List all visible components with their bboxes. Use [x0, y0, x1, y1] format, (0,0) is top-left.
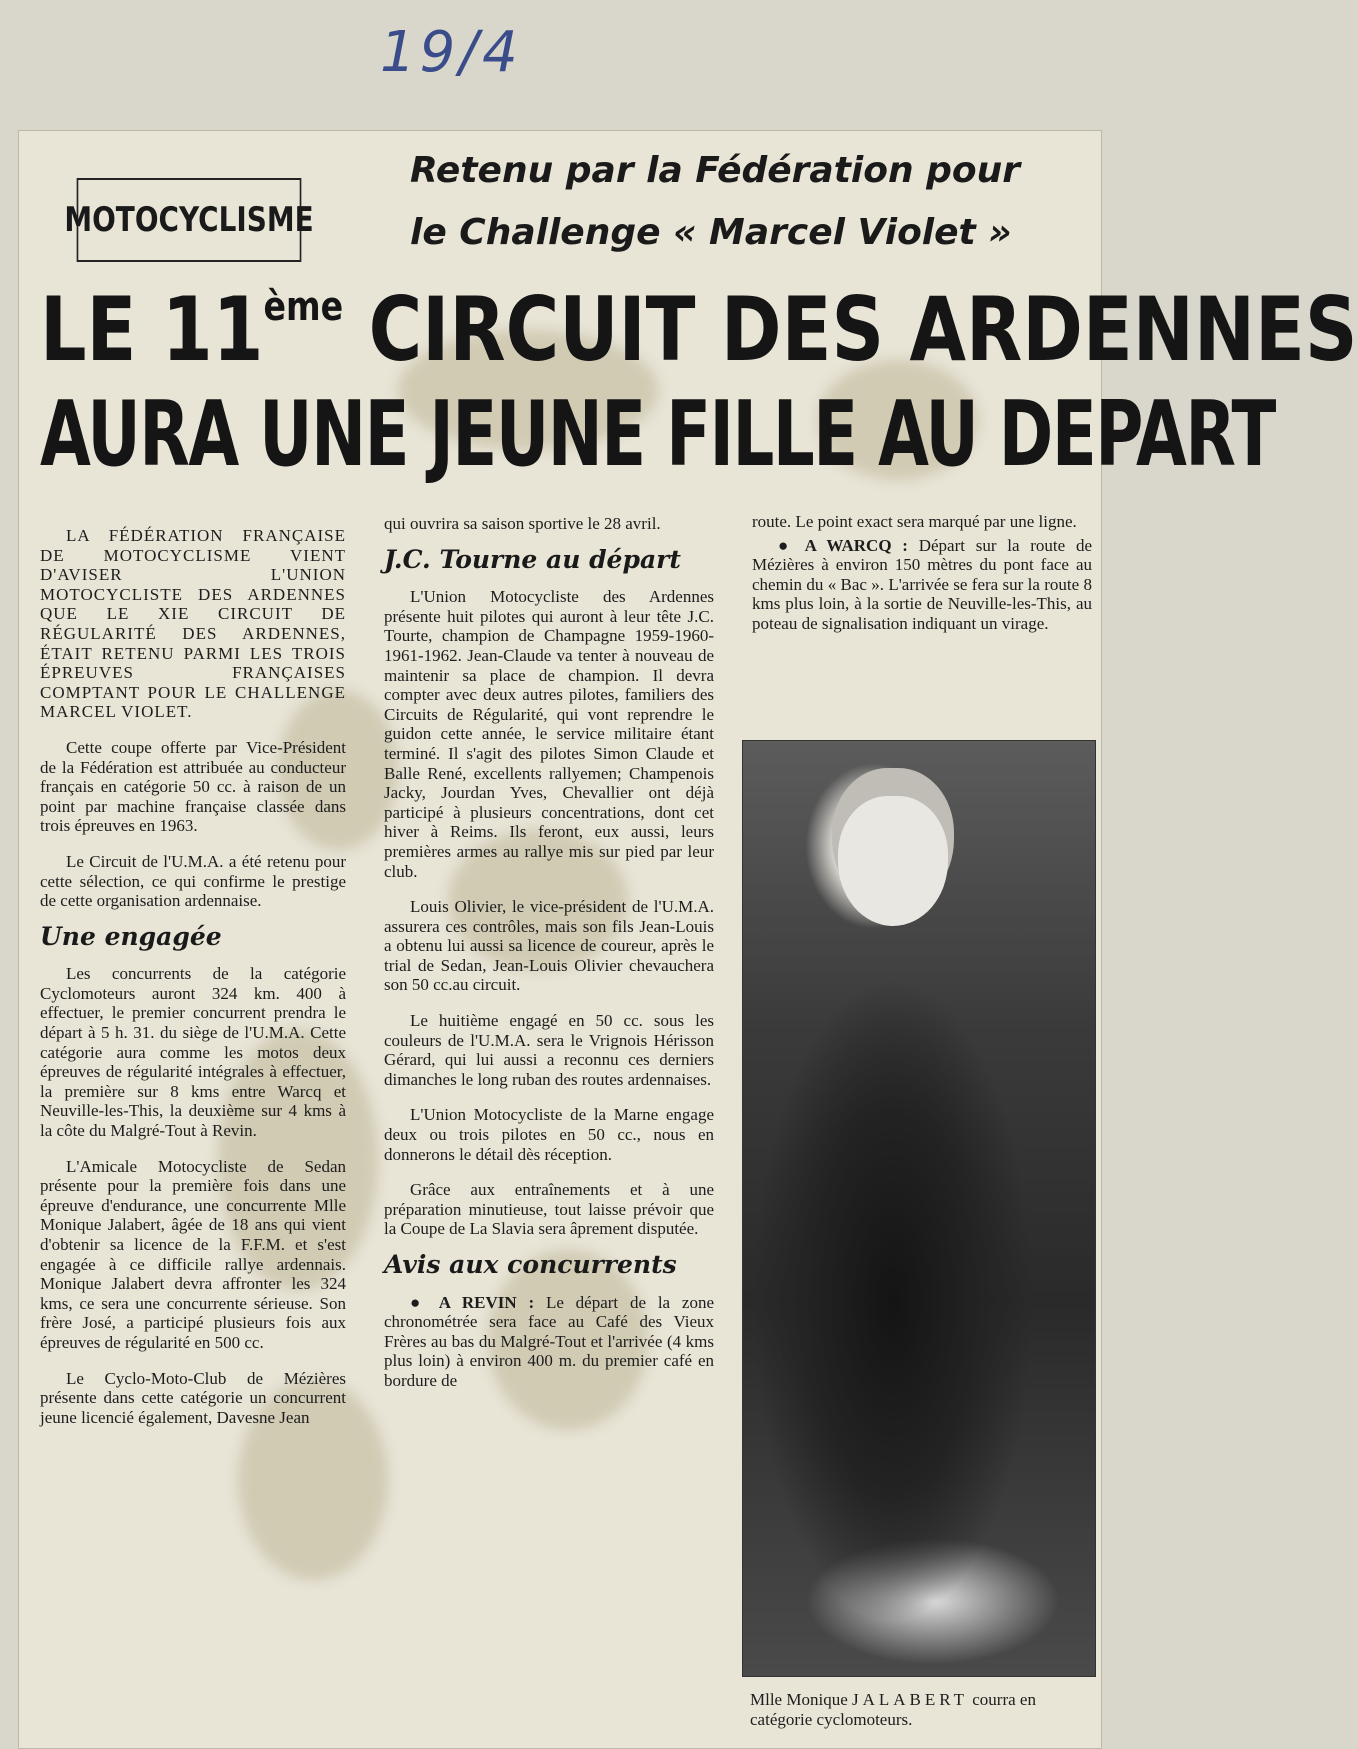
headline-line-1	[40, 278, 1358, 381]
portrait-face	[838, 796, 948, 926]
bullet-revin: ● A REVIN :	[410, 1292, 535, 1312]
paragraph: Cette coupe offerte par Vice-Président de la Fédération est attribuée au conducteur français en catégorie 50 cc. à raison de un point par machine française classée dans trois épreuves en 1963.	[40, 737, 346, 836]
subheading-une-engagee: Une engagée	[40, 921, 222, 951]
headline-line-2: AURA UNE JEUNE FILLE AU DEPART	[40, 382, 1275, 487]
paragraph: route. Le point exact sera marqué par une ligne.	[752, 512, 1077, 531]
handwritten-date-note: 19/4	[380, 20, 522, 85]
article-column-3	[752, 512, 1092, 650]
caption-suffix: courra en catégorie cyclomoteurs.	[750, 1690, 1036, 1729]
paragraph: Le Cyclo-Moto-Club de Mézières présente dans cette catégorie un concurrent jeune licencié également, Davesne Jean	[40, 1368, 346, 1427]
section-label: MOTOCYCLISME	[77, 178, 302, 262]
article-column-2	[384, 514, 714, 1407]
paragraph-text: Départ sur la route de Mézières à environ 150 mètres du pont face au chemin du « Bac ». L'arrivée se fera sur la route 8 kms plus loin, à la sortie de Neuville-les-This, au poteau de signalisation indiquant un virage.	[752, 535, 1092, 633]
paragraph: L'Union Motocycliste de la Marne engage deux ou trois pilotes en 50 cc., nous en donnerons le détail dès réception.	[384, 1105, 714, 1164]
paragraph: qui ouvrira sa saison sportive le 28 avril.	[384, 514, 661, 533]
subheading-avis-aux-concurrents: Avis aux concurrents	[384, 1250, 677, 1279]
caption-name: JALABERT	[852, 1690, 968, 1709]
portrait-photo	[742, 740, 1096, 1677]
lead-paragraph: LA FÉDÉRATION FRANÇAISE DE MOTOCYCLISME VIENT D'AVISER L'UNION MOTOCYCLISTE DES ARDENNES QUE LE XIE CIRCUIT DE RÉGULARITÉ DES ARDENNES, ÉTAIT RETENU PARMI LES TROIS ÉPREUVES FRANÇAISES COMPTANT POUR LE CHALLENGE MARCEL VIOLET.	[40, 526, 346, 722]
headline-title: CIRCUIT DES ARDENNES	[343, 278, 1358, 381]
paragraph: Les concurrents de la catégorie Cyclomoteurs auront 324 km. 400 à effectuer, le premier concurrent prendra le départ à 5 h. 31. du siège de l'U.M.A. Cette catégorie aura comme les motos deux épreuves de régularité intégrales à effectuer, la première sur 8 kms entre Warcq et Neuville-les-This, la deuxième sur 4 kms à la côte du Malgré-Tout à Revin.	[40, 964, 346, 1141]
paragraph: L'Amicale Motocycliste de Sedan présente pour la première fois dans une épreuve d'endurance, une concurrente Mlle Monique Jalabert, âgée de 18 ans qui vient d'obtenir sa licence de la F.F.M. et s'est engagée à ce difficile rallye ardennais. Monique Jalabert devra affronter les 324 kms, ce sera une concurrente sérieuse. Son frère José, a participé plusieurs fois aux épreuves de régularité en 500 cc.	[40, 1156, 346, 1352]
bullet-warcq: ● A WARCQ :	[778, 535, 908, 555]
caption-prefix: Mlle Monique	[750, 1690, 852, 1709]
paragraph: Grâce aux entraînements et à une préparation minutieuse, tout laisse prévoir que la Coupe de La Slavia sera âprement disputée.	[384, 1180, 714, 1239]
paragraph-text: Le départ de la zone chronométrée sera face au Café des Vieux Frères au bas du Malgré-Tout et l'arrivée (4 kms plus loin) à environ 400 m. du premier café en bordure de	[384, 1292, 714, 1390]
kicker-line-1: Retenu par la Fédération pour	[410, 150, 1021, 191]
paragraph	[752, 536, 1092, 634]
kicker-subtitle	[410, 140, 1100, 264]
paragraph: L'Union Motocycliste des Ardennes présente huit pilotes qui auront à leur tête J.C. Tourte, champion de Champagne 1959-1960-1961-1962. Jean-Claude va tenter à nouveau de maintenir sa place de champion. Il devra compter avec deux autres pilotes, familiers des Circuits de Régularité, qui vont reprendre le guidon cette année, le service militaire étant terminé. Il s'agit des pilotes Simon Claude et Balle René, excellents rallyemen; Champenois Jacky, Jourdan Yves, Chevallier ont déjà participé à plusieurs concentrations, dont cet hiver à Reims. Ils feront, eux aussi, leurs premières armes au rallye mis sur pied par leur club.	[384, 587, 714, 881]
paragraph	[384, 1293, 714, 1391]
article-column-1	[40, 526, 346, 1443]
paragraph: Le huitième engagé en 50 cc. sous les couleurs de l'U.M.A. sera le Vrignois Hérisson Gérard, qui lui aussi a reconnu ces derniers dimanches le long ruban des routes ardennaises.	[384, 1011, 714, 1089]
headline-number: LE 11	[40, 278, 264, 381]
subheading-tourne-au-depart: J.C. Tourne au départ	[384, 544, 681, 574]
headline-superscript: ème	[263, 284, 344, 330]
paragraph: Louis Olivier, le vice-président de l'U.M.A. assurera ces contrôles, mais son fils Jean-Louis a obtenu lui aussi sa licence de coureur, après le trial de Sedan, Jean-Louis Olivier chevauchera son 50 cc.au circuit.	[384, 897, 714, 995]
paragraph: Le Circuit de l'U.M.A. a été retenu pour cette sélection, ce qui confirme le prestige de cette organisation ardennaise.	[40, 851, 346, 911]
kicker-line-2: le Challenge « Marcel Violet »	[410, 212, 1012, 253]
photo-caption	[750, 1690, 1100, 1730]
